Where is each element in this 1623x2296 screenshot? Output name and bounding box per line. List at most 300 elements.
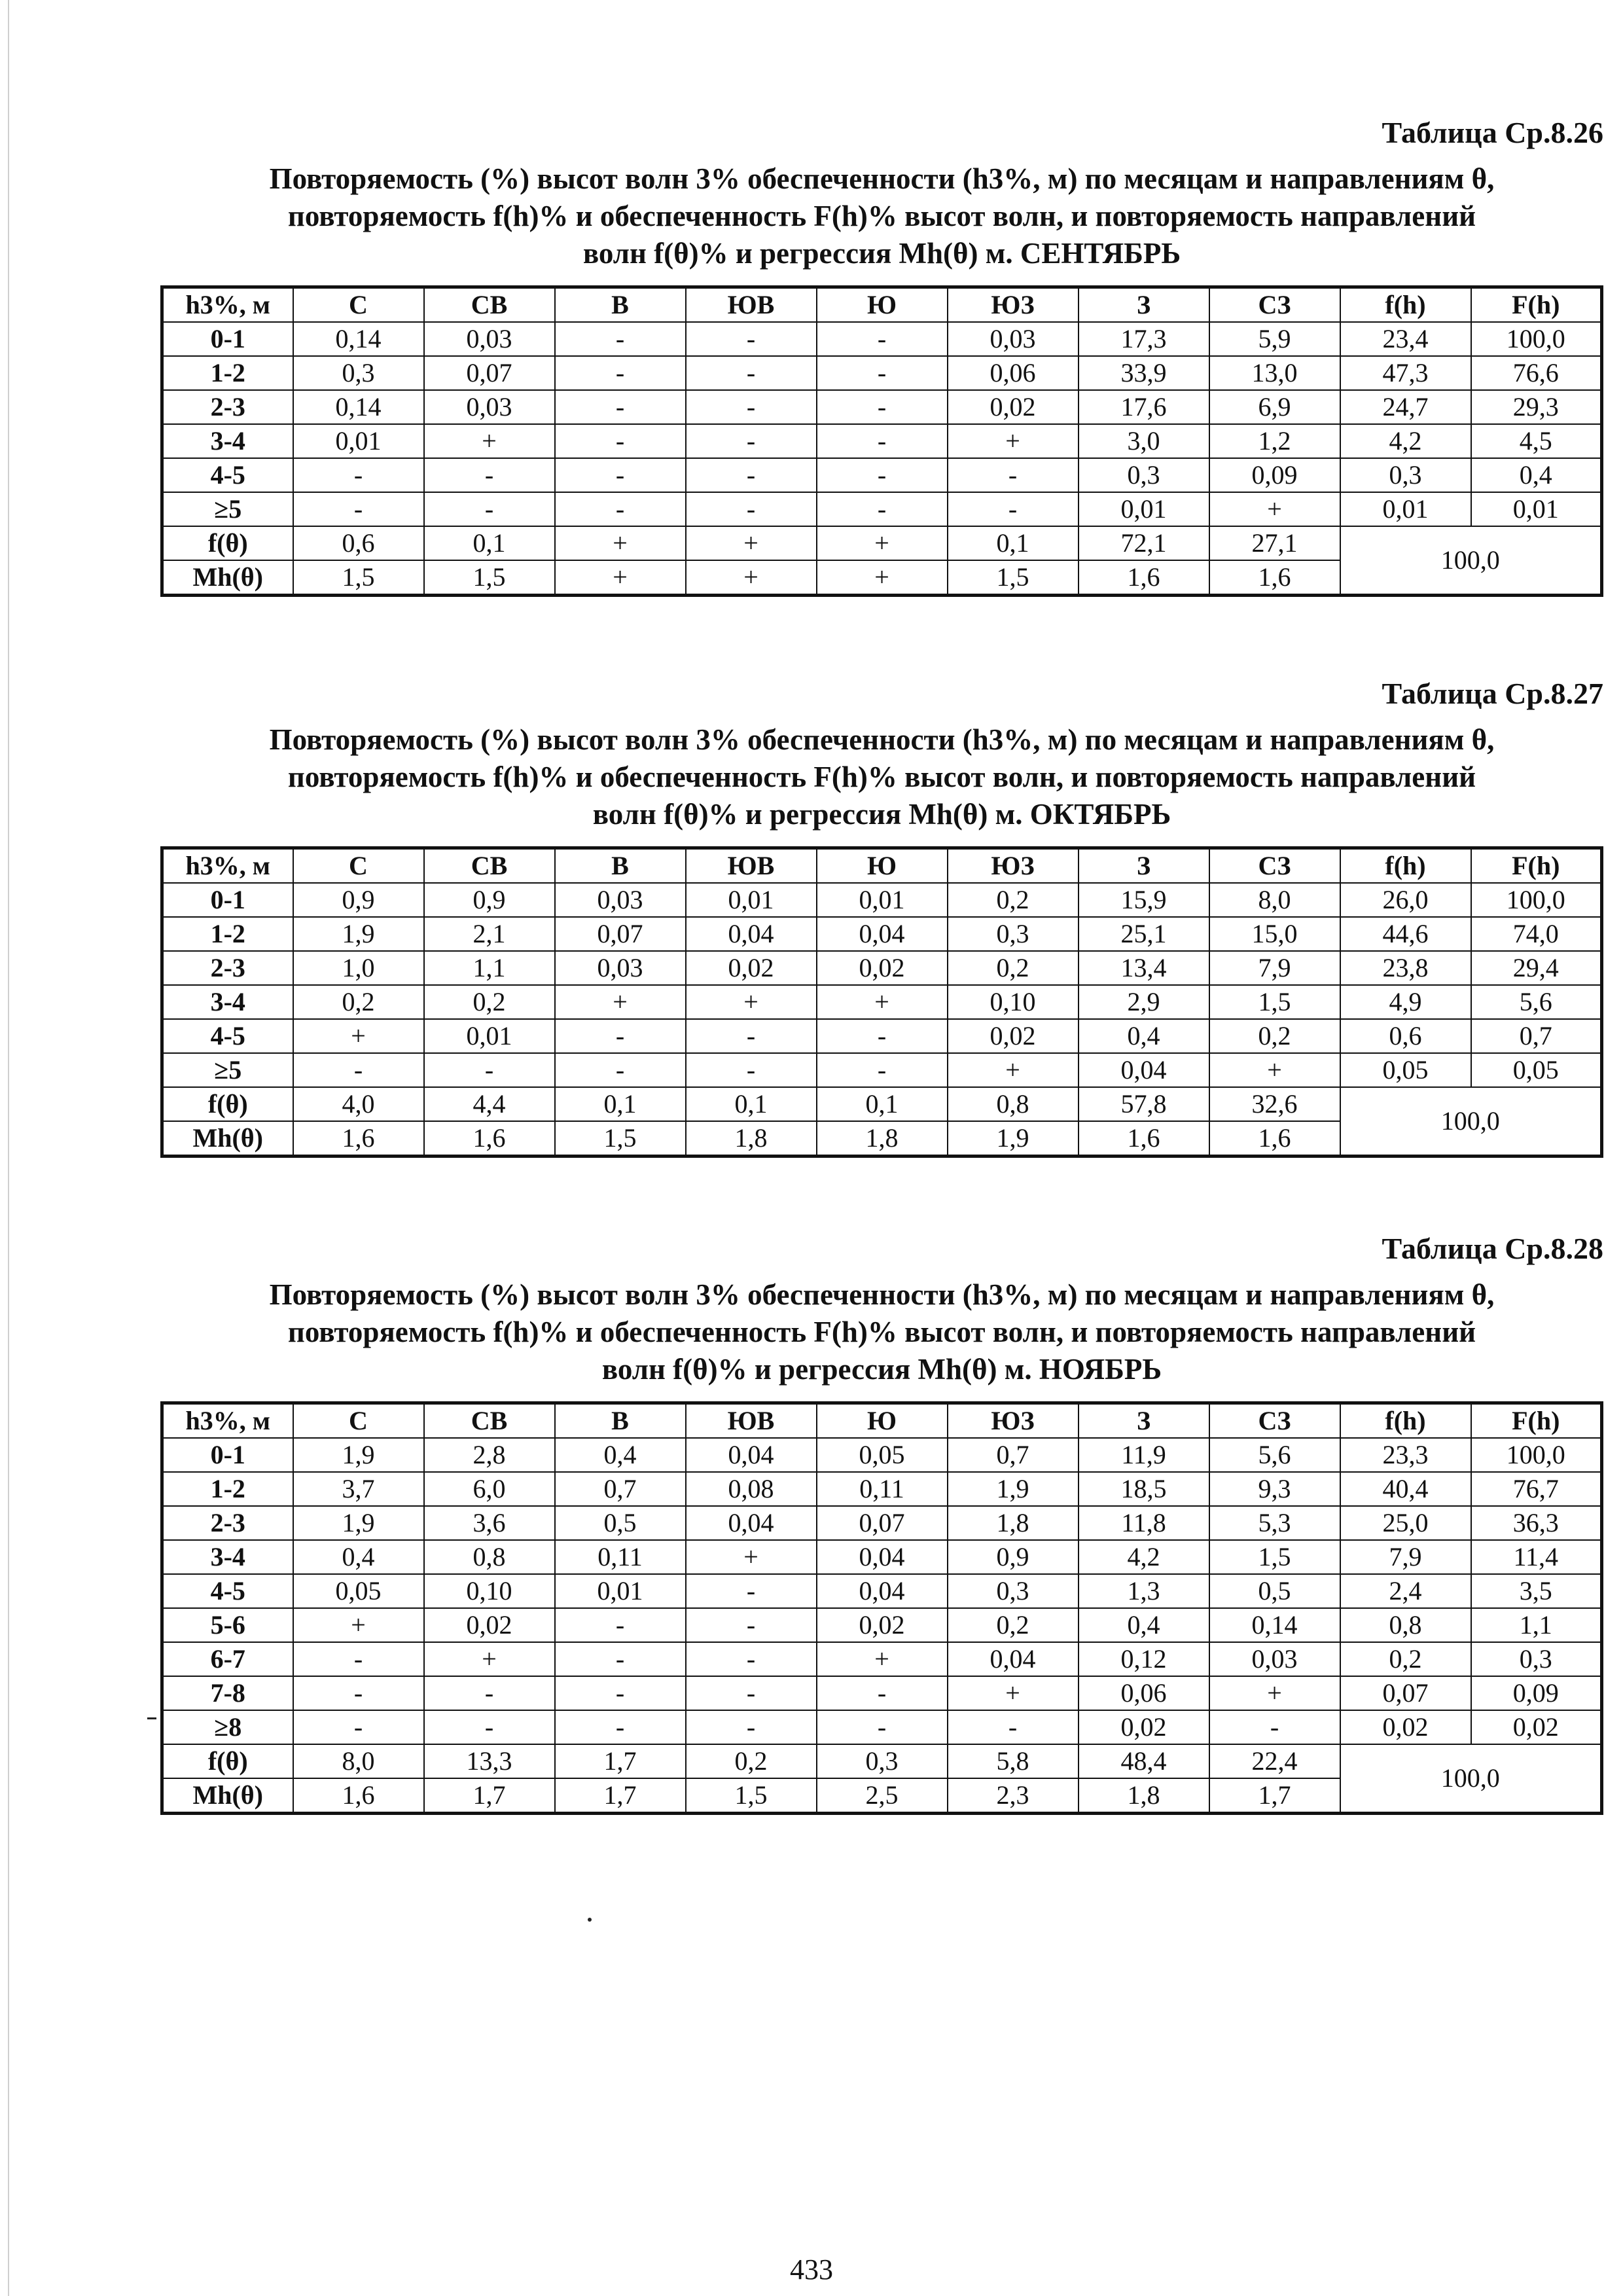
table-cell: - [555,1053,686,1087]
table-cell: 1,5 [424,560,555,596]
table-cell: 4,9 [1340,985,1471,1019]
table-cell: 5,6 [1471,985,1602,1019]
table-cell: 1,8 [948,1506,1079,1540]
row-header: 4-5 [162,458,293,492]
table-cell: 0,8 [1340,1608,1471,1642]
table-row [162,458,1602,492]
table-cell: 0,02 [1340,1710,1471,1744]
table-cell: 0,1 [948,526,1079,560]
table-header-row [162,1403,1602,1439]
table-cell: 0,04 [817,1574,948,1608]
table-cell: - [817,356,948,390]
table-cell: 0,8 [948,1087,1079,1121]
table-cell: 13,0 [1209,356,1340,390]
column-header: ЮЗ [948,1403,1079,1439]
row-header: 0-1 [162,1438,293,1472]
table-cell: 0,1 [555,1087,686,1121]
row-header: 1-2 [162,917,293,951]
column-header: С [293,287,424,323]
table-cell: 0,8 [424,1540,555,1574]
table-cell: + [1209,492,1340,526]
table-cell: 1,0 [293,951,424,985]
table-cell: - [555,1642,686,1676]
table-cell: 0,2 [948,1608,1079,1642]
table-cell: - [293,1710,424,1744]
caption-line: Повторяемость (%) высот волн 3% обеспеченности (h3%, м) по месяцам и направлениям θ, [269,162,1495,195]
table-cell: 4,5 [1471,424,1602,458]
column-header: ЮВ [686,848,817,884]
table-cell: 0,3 [293,356,424,390]
table-cell: 0,4 [1471,458,1602,492]
table-cell: 0,03 [424,390,555,424]
total-cell: 100,0 [1340,1744,1602,1814]
table-cell: + [948,424,1079,458]
table-cell: 100,0 [1471,1438,1602,1472]
table-cell: 0,02 [948,390,1079,424]
table-cell: 1,7 [424,1778,555,1814]
table-cell: + [293,1019,424,1053]
data-table [160,846,1603,1158]
table-cell: - [1209,1710,1340,1744]
table-cell: + [686,526,817,560]
table-cell: 4,4 [424,1087,555,1121]
column-header: f(h) [1340,848,1471,884]
column-header: Ю [817,848,948,884]
column-header: f(h) [1340,1403,1471,1439]
table-cell: 0,7 [1471,1019,1602,1053]
table-cell: 0,4 [293,1540,424,1574]
table-cell: 1,5 [1209,1540,1340,1574]
table-cell: 0,01 [293,424,424,458]
table-cell: 1,6 [1079,1121,1209,1157]
table-cell: 0,01 [555,1574,686,1608]
table-cell: 76,7 [1471,1472,1602,1506]
table-cell: 2,5 [817,1778,948,1814]
table-cell: + [817,985,948,1019]
table-cell: 74,0 [1471,917,1602,951]
table-cell: 0,6 [1340,1019,1471,1053]
column-header: F(h) [1471,287,1602,323]
table-cell: 0,07 [424,356,555,390]
row-header: Mh(θ) [162,1121,293,1157]
row-header: 7-8 [162,1676,293,1710]
table-cell: 18,5 [1079,1472,1209,1506]
table-row [162,1053,1602,1087]
table-cell: - [555,458,686,492]
table-cell: - [424,1053,555,1087]
table-cell: - [817,390,948,424]
table-cell: 1,1 [424,951,555,985]
table-cell: 0,02 [817,1608,948,1642]
row-header: 0-1 [162,322,293,356]
table-cell: 4,0 [293,1087,424,1121]
table-cell: 7,9 [1209,951,1340,985]
table-cell: 0,05 [1471,1053,1602,1087]
table-cell: 100,0 [1471,883,1602,917]
table-cell: 36,3 [1471,1506,1602,1540]
table-cell: 1,9 [948,1121,1079,1157]
table-cell: 3,0 [1079,424,1209,458]
table-cell: 23,8 [1340,951,1471,985]
table-cell: + [555,560,686,596]
table-cell: 0,2 [948,951,1079,985]
table-cell: 0,11 [817,1472,948,1506]
table-cell: 0,5 [555,1506,686,1540]
table-cell: 0,1 [424,526,555,560]
table-cell: 40,4 [1340,1472,1471,1506]
table-cell: 1,3 [1079,1574,1209,1608]
table-cell: 0,03 [424,322,555,356]
table-cell: 5,8 [948,1744,1079,1778]
table-row [162,1676,1602,1710]
table-cell: 0,02 [948,1019,1079,1053]
table-cell: 2,9 [1079,985,1209,1019]
table-cell: 1,9 [293,917,424,951]
table-header-row [162,848,1602,884]
table-cell: - [555,390,686,424]
table-cell: 17,3 [1079,322,1209,356]
table-cell: 0,06 [948,356,1079,390]
table-cell: 0,14 [293,390,424,424]
table-cell: 1,2 [1209,424,1340,458]
table-cell: 1,7 [1209,1778,1340,1814]
table-cell: 7,9 [1340,1540,1471,1574]
table-cell: 0,6 [293,526,424,560]
column-header: ЮВ [686,287,817,323]
table-cell: 0,04 [817,917,948,951]
table-cell: - [817,1710,948,1744]
table-cell: 2,3 [948,1778,1079,1814]
table-cell: 0,05 [293,1574,424,1608]
data-table [160,285,1603,597]
table-cell: 0,03 [948,322,1079,356]
table-cell: - [686,390,817,424]
table-cell: + [948,1053,1079,1087]
table-cell: 9,3 [1209,1472,1340,1506]
table-cell: + [424,1642,555,1676]
column-header: F(h) [1471,848,1602,884]
table-cell: - [293,492,424,526]
table-cell: 0,03 [555,883,686,917]
table-cell: 0,04 [1079,1053,1209,1087]
column-header: СВ [424,848,555,884]
table-cell: 1,6 [1209,1121,1340,1157]
row-header: 4-5 [162,1019,293,1053]
table-cell: 0,3 [948,917,1079,951]
table-cell: - [424,492,555,526]
table-cell: 0,2 [1209,1019,1340,1053]
table-cell: + [817,560,948,596]
table-cell: + [686,985,817,1019]
table-cell: 0,4 [1079,1019,1209,1053]
column-header: СЗ [1209,848,1340,884]
table-cell: 0,2 [424,985,555,1019]
table-cell: - [293,1676,424,1710]
table-cell: - [817,1053,948,1087]
column-header: F(h) [1471,1403,1602,1439]
table-cell: 15,9 [1079,883,1209,917]
table-cell: 0,3 [1340,458,1471,492]
scan-edge-line [8,0,9,2296]
table-cell: 33,9 [1079,356,1209,390]
scan-artifact-mark [147,1717,156,1719]
column-header: h3%, м [162,287,293,323]
table-cell: 6,0 [424,1472,555,1506]
table-cell: 0,4 [555,1438,686,1472]
page-number: 433 [790,2253,833,2286]
table-cell: + [555,526,686,560]
table-cell: + [817,526,948,560]
table-row [162,1608,1602,1642]
table-cell: 0,08 [686,1472,817,1506]
table-cell: 1,6 [293,1778,424,1814]
column-header: ЮВ [686,1403,817,1439]
caption-line: Повторяемость (%) высот волн 3% обеспеченности (h3%, м) по месяцам и направлениям θ, [269,723,1495,756]
table-cell: 23,4 [1340,322,1471,356]
table-cell: - [817,424,948,458]
table-cell: 0,05 [817,1438,948,1472]
table-cell: 0,7 [948,1438,1079,1472]
row-header: 1-2 [162,356,293,390]
table-cell: 0,3 [1471,1642,1602,1676]
table-row [162,1540,1602,1574]
table-cell: 13,3 [424,1744,555,1778]
table-cell: 1,8 [1079,1778,1209,1814]
row-header: f(θ) [162,1087,293,1121]
table-cell: 76,6 [1471,356,1602,390]
column-header: С [293,848,424,884]
table-cell: - [424,1676,555,1710]
table-cell: 0,04 [948,1642,1079,1676]
table-cell: 0,01 [817,883,948,917]
table-cell: 0,14 [1209,1608,1340,1642]
table-cell: - [686,1710,817,1744]
table-cell: - [686,1608,817,1642]
table-cell: 0,4 [1079,1608,1209,1642]
table-cell: - [686,1642,817,1676]
column-header: h3%, м [162,1403,293,1439]
table-row [162,1574,1602,1608]
table-row [162,322,1602,356]
column-header: С [293,1403,424,1439]
table-cell: 0,07 [1340,1676,1471,1710]
table-cell: 6,9 [1209,390,1340,424]
table-cell: 15,0 [1209,917,1340,951]
table-cell: 0,01 [686,883,817,917]
table-cell: 11,4 [1471,1540,1602,1574]
table-cell: 2,4 [1340,1574,1471,1608]
table-cell: 0,03 [1209,1642,1340,1676]
table-cell: 0,2 [948,883,1079,917]
table-cell: 1,8 [817,1121,948,1157]
table-cell: - [555,424,686,458]
table-cell: - [293,1053,424,1087]
table-cell: - [555,322,686,356]
data-table [160,1401,1603,1815]
table-cell: 0,01 [1471,492,1602,526]
table-cell: 4,2 [1079,1540,1209,1574]
caption-line: Повторяемость (%) высот волн 3% обеспеченности (h3%, м) по месяцам и направлениям θ, [269,1278,1495,1311]
table-cell: 0,7 [555,1472,686,1506]
scan-artifact-dot [588,1918,592,1922]
table-cell: 8,0 [293,1744,424,1778]
table-cell: - [555,1019,686,1053]
table-row [162,1472,1602,1506]
table-cell: 0,9 [948,1540,1079,1574]
table-cell: + [1209,1676,1340,1710]
column-header: f(h) [1340,287,1471,323]
column-header: В [555,848,686,884]
table-cell: 0,1 [817,1087,948,1121]
table-cell: 22,4 [1209,1744,1340,1778]
table-row [162,917,1602,951]
table-cell: 26,0 [1340,883,1471,917]
column-header: З [1079,287,1209,323]
table-cell: 1,6 [424,1121,555,1157]
table-cell: 0,3 [817,1744,948,1778]
table-cell: 11,9 [1079,1438,1209,1472]
table-cell: + [686,1540,817,1574]
table-cell: - [817,492,948,526]
table-cell: + [555,985,686,1019]
row-header: Mh(θ) [162,1778,293,1814]
row-header: 2-3 [162,951,293,985]
table-cell: 0,3 [948,1574,1079,1608]
table-row [162,1710,1602,1744]
table-cell: + [948,1676,1079,1710]
table-cell: 1,9 [293,1438,424,1472]
table-cell: 13,4 [1079,951,1209,985]
caption-line: повторяемость f(h)% и обеспеченность F(h)% высот волн, и повторяемость направлений [287,200,1476,232]
table-cell: 29,4 [1471,951,1602,985]
row-header: 5-6 [162,1608,293,1642]
table-cell: 72,1 [1079,526,1209,560]
table-cell: - [686,1053,817,1087]
table-cell: 0,11 [555,1540,686,1574]
table-cell: + [1209,1053,1340,1087]
caption-line: волн f(θ)% и регрессия Mh(θ) м. НОЯБРЬ [601,1353,1162,1386]
row-header: f(θ) [162,526,293,560]
row-header: 3-4 [162,985,293,1019]
table-cell: - [686,424,817,458]
table-cell: 0,07 [817,1506,948,1540]
table-cell: 0,10 [948,985,1079,1019]
table-cell: - [424,1710,555,1744]
table-cell: - [686,356,817,390]
table-cell: - [555,356,686,390]
caption-line: волн f(θ)% и регрессия Mh(θ) м. ОКТЯБРЬ [592,798,1171,831]
row-header: 0-1 [162,883,293,917]
table-cell: 3,5 [1471,1574,1602,1608]
table-cell: + [686,560,817,596]
table-cell: 0,01 [1079,492,1209,526]
column-header: СВ [424,1403,555,1439]
table-cell: 0,04 [686,1506,817,1540]
table-cell: 25,1 [1079,917,1209,951]
table-cell: 0,09 [1471,1676,1602,1710]
table-cell: 0,5 [1209,1574,1340,1608]
table-cell: 5,9 [1209,322,1340,356]
table-cell: - [686,458,817,492]
table-cell: 23,3 [1340,1438,1471,1472]
table-cell: + [817,1642,948,1676]
table-cell: 1,5 [555,1121,686,1157]
table-row [162,1438,1602,1472]
column-header: ЮЗ [948,287,1079,323]
row-header: f(θ) [162,1744,293,1778]
table-cell: 0,12 [1079,1642,1209,1676]
table-cell: - [555,1608,686,1642]
table-row [162,1019,1602,1053]
table-cell: - [293,458,424,492]
table-row [162,390,1602,424]
frequency-row [162,1087,1602,1121]
table-cell: 1,6 [1079,560,1209,596]
column-header: В [555,287,686,323]
table-section-november [160,1230,1603,1815]
table-cell: 1,6 [293,1121,424,1157]
total-cell: 100,0 [1340,1087,1602,1157]
table-cell: - [555,1710,686,1744]
table-cell: 29,3 [1471,390,1602,424]
table-cell: 1,8 [686,1121,817,1157]
table-cell: 0,07 [555,917,686,951]
table-cell: - [686,322,817,356]
table-cell: 0,09 [1209,458,1340,492]
table-caption [160,1276,1603,1388]
table-cell: 0,2 [686,1744,817,1778]
table-cell: 25,0 [1340,1506,1471,1540]
table-cell: 3,7 [293,1472,424,1506]
table-cell: 17,6 [1079,390,1209,424]
row-header: 2-3 [162,1506,293,1540]
table-cell: - [817,1019,948,1053]
table-cell: - [948,458,1079,492]
table-caption [160,721,1603,833]
table-row [162,492,1602,526]
table-cell: 1,7 [555,1744,686,1778]
table-row [162,424,1602,458]
table-cell: 57,8 [1079,1087,1209,1121]
row-header: ≥5 [162,1053,293,1087]
table-cell: 1,5 [948,560,1079,596]
table-cell: - [555,1676,686,1710]
table-cell: 0,9 [424,883,555,917]
table-cell: 0,2 [293,985,424,1019]
column-header: СВ [424,287,555,323]
column-header: З [1079,1403,1209,1439]
table-label: Таблица Ср.8.28 [1382,1232,1603,1265]
column-header: Ю [817,1403,948,1439]
row-header: 6-7 [162,1642,293,1676]
table-cell: 27,1 [1209,526,1340,560]
column-header: СЗ [1209,1403,1340,1439]
table-cell: 0,02 [424,1608,555,1642]
table-row [162,356,1602,390]
table-row [162,951,1602,985]
table-cell: 0,04 [686,917,817,951]
row-header: 2-3 [162,390,293,424]
row-header: 3-4 [162,1540,293,1574]
table-cell: 5,6 [1209,1438,1340,1472]
table-cell: 2,8 [424,1438,555,1472]
caption-line: волн f(θ)% и регрессия Mh(θ) м. СЕНТЯБРЬ [582,237,1181,270]
table-cell: - [424,458,555,492]
table-cell: 1,5 [1209,985,1340,1019]
table-row [162,1506,1602,1540]
table-cell: 1,9 [948,1472,1079,1506]
table-cell: - [817,1676,948,1710]
